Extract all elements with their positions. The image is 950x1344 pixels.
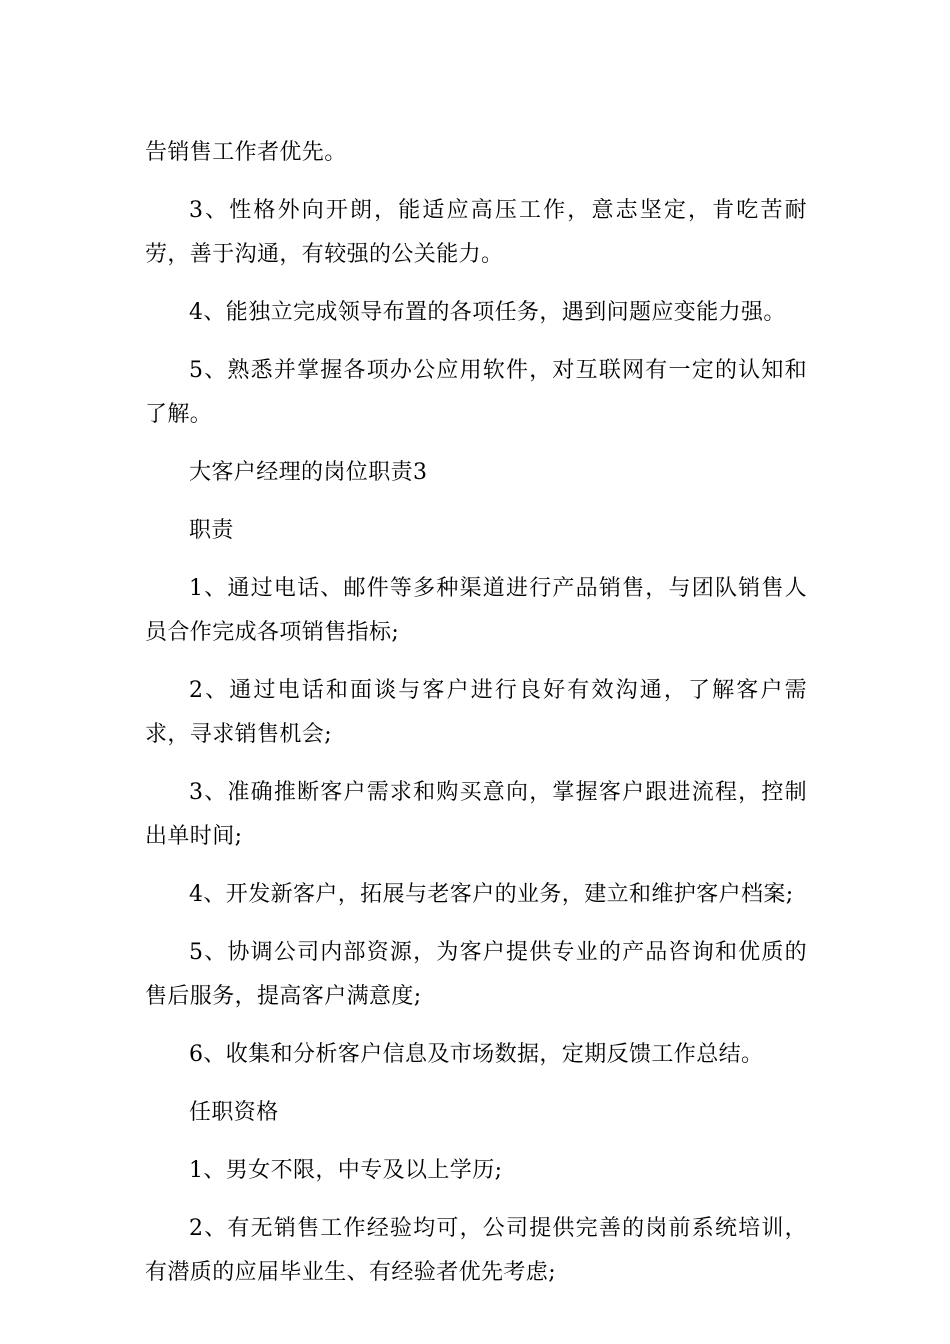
responsibility-item-1: 1、通过电话、邮件等多种渠道进行产品销售，与团队销售人员合作完成各项销售指标; — [145, 576, 807, 645]
responsibilities-heading: 职责 — [189, 518, 234, 543]
qualification-item-2: 2、有无销售工作经验均可，公司提供完善的岗前系统培训，有潜质的应届毕业生、有经验者优先考虑; — [145, 1216, 807, 1285]
section-title: 大客户经理的岗位职责3 — [189, 460, 428, 485]
qualifications-heading: 任职资格 — [189, 1100, 279, 1125]
paragraph-continuation: 告销售工作者优先。 — [145, 140, 347, 165]
responsibility-item-2: 2、通过电话和面谈与客户进行良好有效沟通，了解客户需求，寻求销售机会; — [145, 678, 807, 747]
paragraph-requirement-5: 5、熟悉并掌握各项办公应用软件，对互联网有一定的认知和了解。 — [145, 358, 807, 427]
responsibility-item-3: 3、准确推断客户需求和购买意向，掌握客户跟进流程，控制出单时间; — [145, 780, 807, 849]
responsibility-item-6: 6、收集和分析客户信息及市场数据，定期反馈工作总结。 — [189, 1042, 764, 1067]
document-body — [145, 131, 807, 1309]
paragraph-requirement-4: 4、能独立完成领导布置的各项任务，遇到问题应变能力强。 — [189, 300, 786, 325]
responsibility-item-5: 5、协调公司内部资源，为客户提供专业的产品咨询和优质的售后服务，提高客户满意度; — [145, 940, 807, 1009]
responsibility-item-4: 4、开发新客户，拓展与老客户的业务，建立和维护客户档案; — [189, 882, 794, 907]
qualification-item-1: 1、男女不限，中专及以上学历; — [189, 1158, 503, 1183]
paragraph-requirement-3: 3、性格外向开朗，能适应高压工作，意志坚定，肯吃苦耐劳，善于沟通，有较强的公关能力。 — [145, 198, 807, 267]
